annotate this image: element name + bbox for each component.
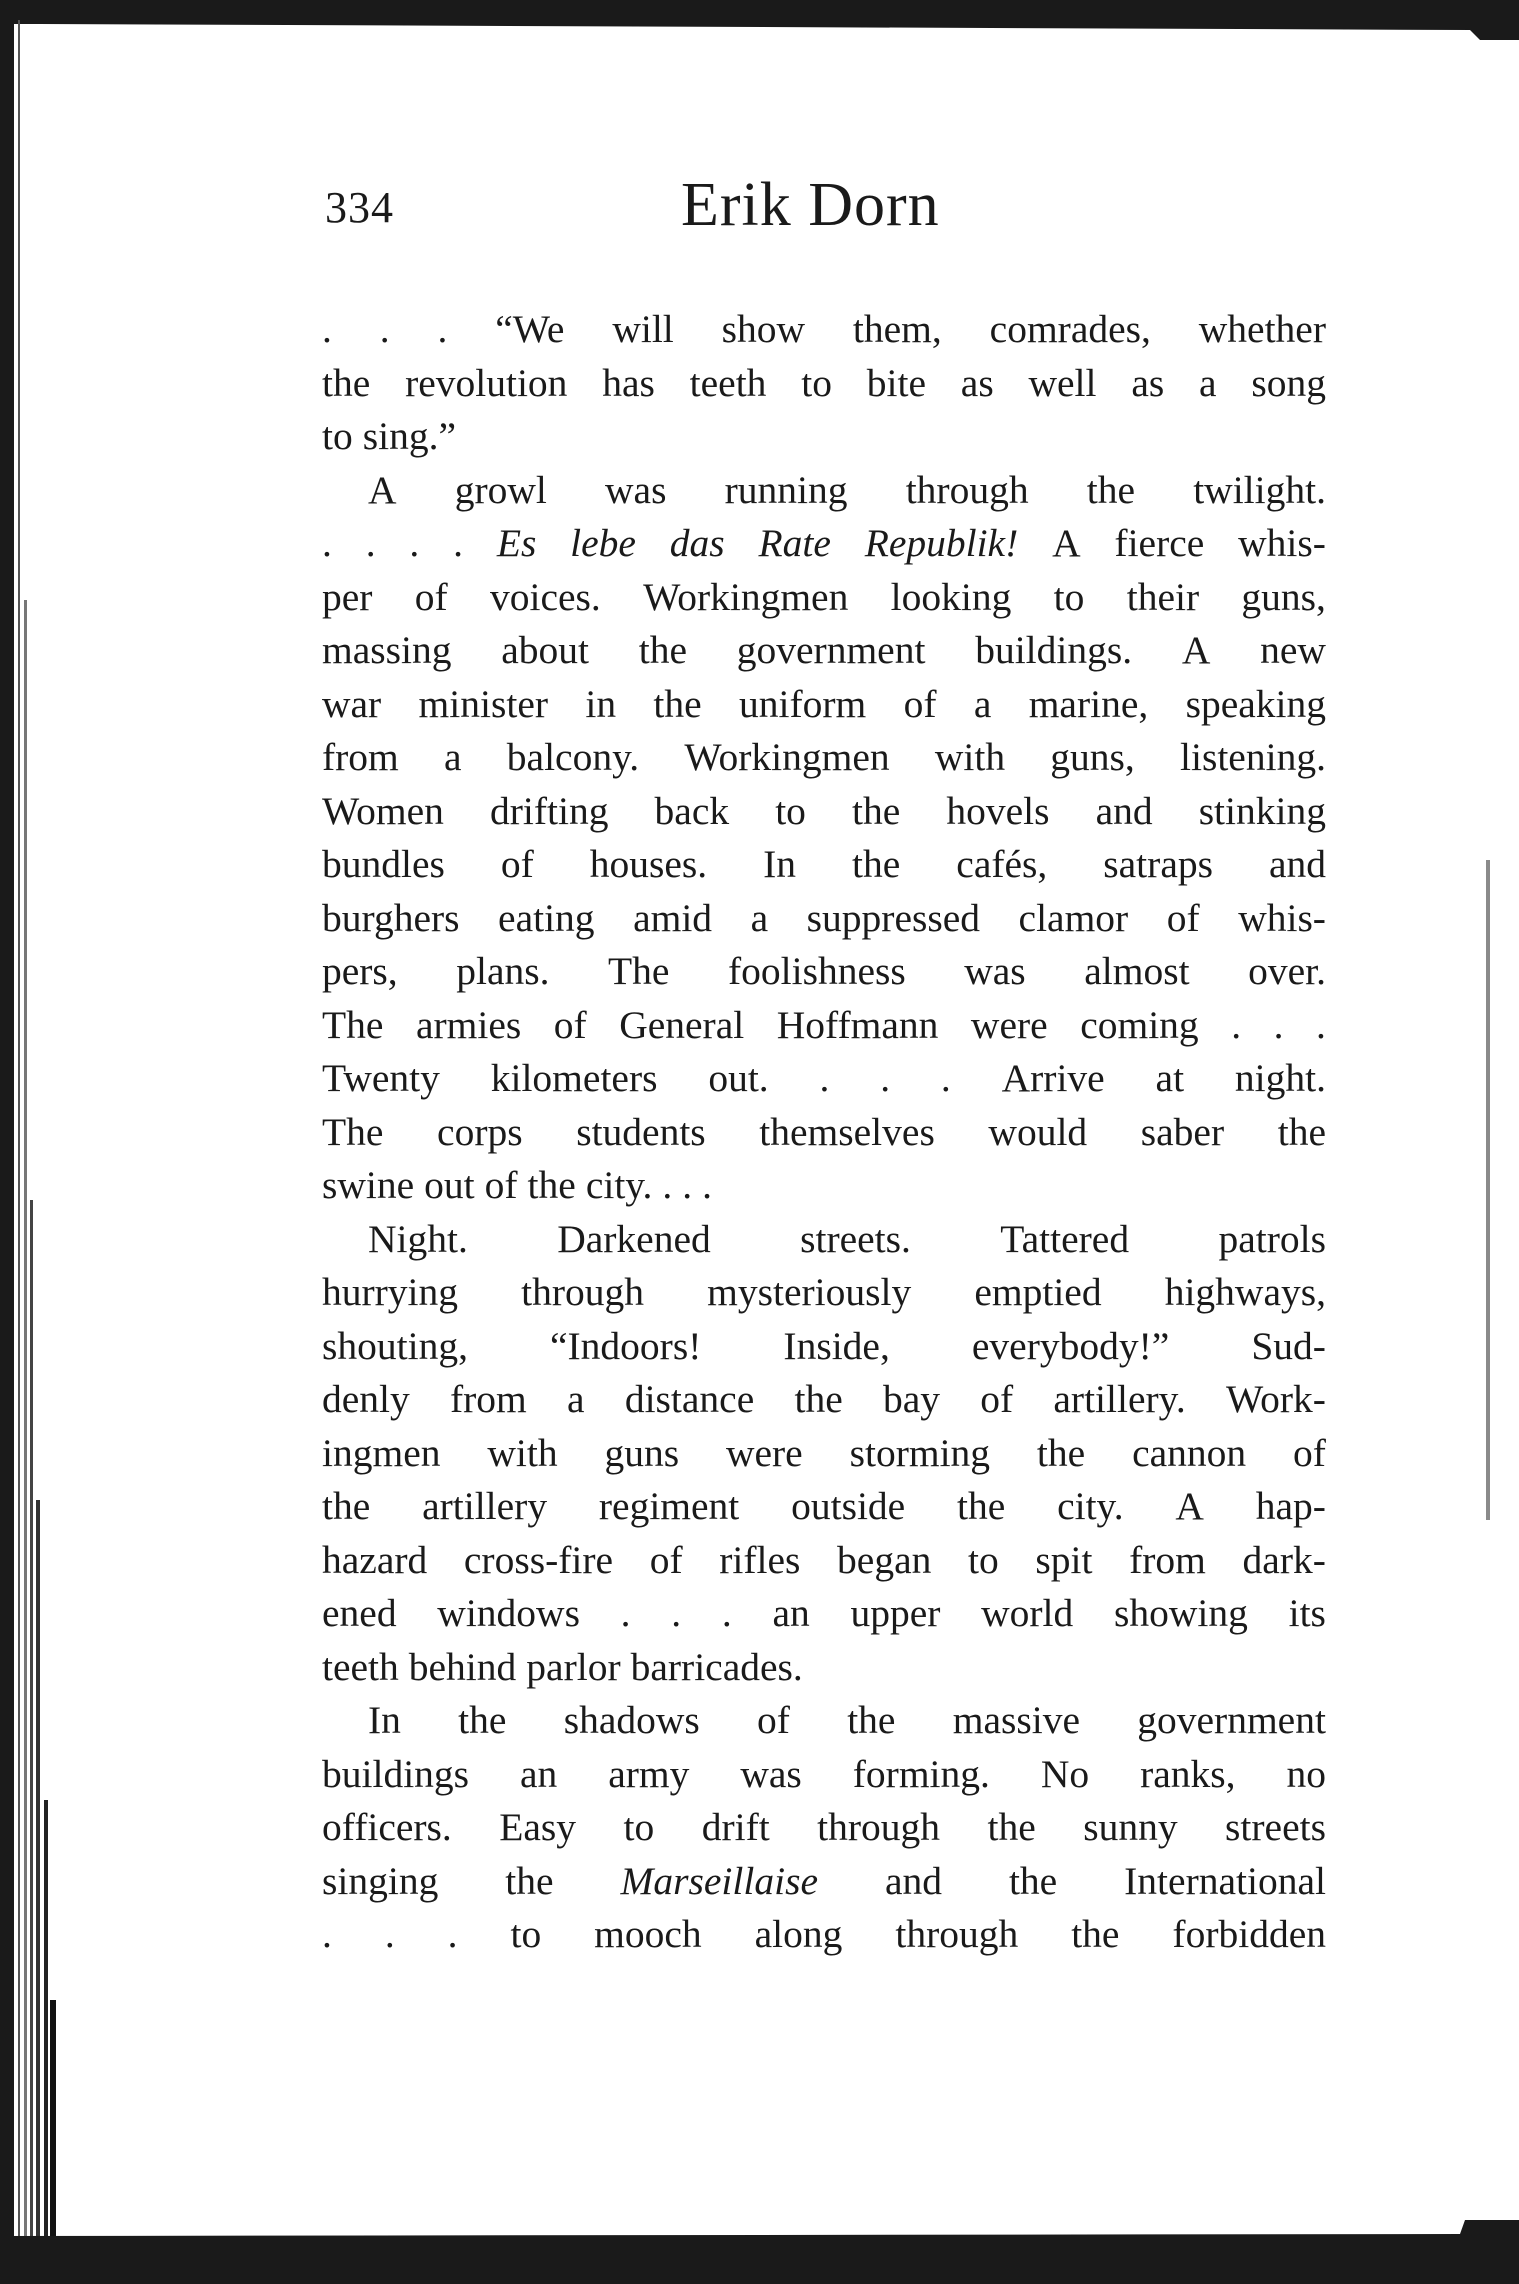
word: whis- [1238, 895, 1326, 940]
word: city. [585, 1163, 653, 1207]
word: has [602, 360, 655, 405]
text-line [322, 1159, 1326, 1213]
word: a [973, 681, 992, 726]
text-line [322, 1320, 1326, 1374]
word: to [322, 414, 353, 458]
word: hazard [322, 1537, 428, 1582]
word: . [409, 521, 420, 565]
word: . [447, 1912, 458, 1956]
word: to [801, 360, 832, 405]
word: was [605, 467, 667, 512]
text-line [322, 785, 1326, 839]
word: . [620, 1591, 631, 1635]
word: the [322, 1484, 371, 1528]
word: Darkened [557, 1216, 711, 1261]
text-line [322, 838, 1326, 892]
word: . [1316, 1002, 1326, 1047]
text-line [322, 1373, 1326, 1427]
word: teeth [689, 360, 767, 405]
word: foolishness [727, 949, 906, 993]
text-line [322, 1855, 1326, 1909]
word: the [1036, 1430, 1086, 1475]
word: barricades. [630, 1644, 803, 1689]
word: their [1126, 574, 1200, 619]
word: of [757, 1698, 790, 1742]
word: denly [322, 1377, 410, 1421]
word: massive [952, 1698, 1080, 1742]
text-line [322, 1641, 1326, 1695]
word: . [819, 1056, 830, 1100]
text-line [322, 999, 1326, 1053]
word: the [957, 1484, 1006, 1528]
word: Easy [499, 1805, 577, 1849]
word: . [384, 1912, 395, 1956]
word: and [1268, 842, 1326, 886]
word: . [453, 521, 463, 565]
word: from [322, 735, 399, 779]
word: to [510, 1912, 542, 1956]
text-line [322, 357, 1326, 411]
word: fierce [1114, 521, 1205, 565]
text-line [322, 1480, 1326, 1534]
word: suppressed [806, 895, 981, 940]
word: of [1166, 895, 1200, 940]
word: shouting, [322, 1323, 468, 1368]
word: out [424, 1163, 475, 1207]
word: mysteriously [707, 1270, 912, 1314]
word: Hoffmann [776, 1002, 939, 1047]
word: “Indoors! [550, 1323, 702, 1368]
page-number: 334 [325, 183, 394, 232]
word: the [847, 1698, 896, 1742]
word: A [1181, 628, 1211, 672]
word: show [721, 307, 806, 351]
word: listening. [1180, 735, 1326, 779]
word: over. [1248, 949, 1326, 993]
italic-word: Republik! [864, 521, 1019, 565]
word: to [775, 788, 806, 833]
text-line [322, 1106, 1326, 1160]
word: a [567, 1377, 585, 1421]
word: guns [604, 1430, 680, 1475]
word: as [1131, 360, 1165, 405]
word: parlor [526, 1644, 621, 1689]
text-line [322, 624, 1326, 678]
word: A [1052, 521, 1081, 565]
word: balcony. [506, 735, 640, 779]
word: running [724, 467, 848, 512]
word: revolution [405, 360, 568, 405]
word: through [895, 1912, 1019, 1956]
word: emptied [974, 1270, 1102, 1314]
word: plans. [456, 949, 550, 993]
word: the [1086, 467, 1136, 512]
word: per [322, 574, 373, 619]
word: were [725, 1430, 803, 1475]
word: buildings [322, 1751, 470, 1796]
word: burghers [322, 895, 460, 940]
text-line [322, 892, 1326, 946]
word: the [638, 628, 688, 672]
word: the [987, 1805, 1036, 1849]
word: swine [322, 1163, 415, 1207]
word: almost [1084, 949, 1190, 993]
text-line [322, 1908, 1326, 1962]
word: bite [866, 360, 926, 405]
word: sunny [1083, 1805, 1178, 1849]
word: of [414, 574, 448, 619]
word: . [880, 1056, 891, 1100]
word: . [662, 1163, 673, 1207]
word: speaking [1185, 681, 1326, 726]
text-line [322, 571, 1326, 625]
word: a [444, 735, 462, 779]
word: through [905, 467, 1029, 512]
word: no [1286, 1751, 1326, 1796]
italic-word: das [669, 521, 725, 565]
word: and [884, 1858, 942, 1903]
word: to [623, 1805, 655, 1849]
word: cross-fire [463, 1537, 614, 1582]
word: Workingmen [684, 735, 890, 779]
word: houses. [589, 842, 708, 886]
word: Workingmen [643, 574, 849, 619]
text-line [322, 1266, 1326, 1320]
word: corps [437, 1109, 523, 1154]
word: . [940, 1056, 951, 1100]
word: clamor [1018, 895, 1129, 940]
word: Work- [1225, 1377, 1326, 1421]
word: “We [495, 307, 565, 351]
text-line [322, 945, 1326, 999]
word: city. [1057, 1484, 1124, 1528]
word: was [740, 1751, 802, 1796]
word: would [988, 1109, 1088, 1154]
word: war [322, 681, 382, 726]
word: stinking [1198, 788, 1326, 833]
word: A [1175, 1484, 1204, 1528]
word: the [1277, 1109, 1326, 1154]
word: to [1053, 574, 1085, 619]
text-line [322, 731, 1326, 785]
text-line [322, 464, 1326, 518]
word: General [619, 1002, 745, 1047]
word: of [903, 681, 937, 726]
word: saber [1140, 1109, 1225, 1154]
word: from [1129, 1537, 1206, 1582]
word: the [458, 1698, 507, 1742]
word: the [1008, 1858, 1058, 1903]
word: . [671, 1591, 682, 1635]
word: . [322, 521, 332, 565]
word: streets. [800, 1216, 911, 1261]
word: the [653, 681, 702, 726]
word: looking [890, 574, 1012, 619]
word: of [980, 1377, 1014, 1421]
word: hap- [1255, 1484, 1326, 1528]
word: in [585, 681, 617, 726]
text-line [322, 1801, 1326, 1855]
word: comrades, [989, 307, 1151, 351]
word: outside [791, 1484, 906, 1528]
word: coming [1080, 1002, 1199, 1047]
word: were [970, 1002, 1048, 1047]
word: International [1124, 1858, 1326, 1903]
text-line [322, 1052, 1326, 1106]
word: teeth [322, 1644, 399, 1689]
word: voices. [489, 574, 601, 619]
word: . [1273, 1002, 1284, 1047]
text-line [322, 1587, 1326, 1641]
word: began [837, 1537, 932, 1582]
word: the [794, 1377, 843, 1421]
word: . [682, 1163, 693, 1207]
text-line [322, 1694, 1326, 1748]
word: storming [849, 1430, 991, 1475]
scan-edge-bottom [0, 2220, 1519, 2284]
word: government [1137, 1698, 1326, 1742]
word: ened [322, 1591, 397, 1635]
word: cannon [1132, 1430, 1247, 1475]
word: an [520, 1751, 558, 1796]
text-line [322, 1534, 1326, 1588]
word: the [852, 842, 901, 886]
word: from [450, 1377, 527, 1421]
word: ranks, [1140, 1751, 1236, 1796]
word: highways, [1164, 1270, 1326, 1314]
text-line [322, 1748, 1326, 1802]
word: regiment [598, 1484, 740, 1528]
word: through [817, 1805, 941, 1849]
scan-edge-right-mark [1486, 860, 1490, 1520]
word: the [505, 1858, 554, 1903]
word: . [437, 307, 448, 351]
running-title: Erik Dorn [681, 171, 940, 239]
word: through [521, 1270, 645, 1314]
word: whether [1198, 307, 1326, 351]
word: dark- [1242, 1537, 1326, 1582]
word: . [365, 521, 376, 565]
word: shadows [563, 1698, 700, 1742]
text-line [322, 1427, 1326, 1481]
word: bay [882, 1377, 941, 1421]
word: ingmen [322, 1430, 441, 1475]
word: distance [624, 1377, 755, 1421]
word: armies [415, 1002, 522, 1047]
word: and [1095, 788, 1153, 833]
scan-edge-left [0, 0, 60, 2284]
word: Arrive [1001, 1056, 1105, 1100]
word: patrols [1218, 1216, 1326, 1261]
word: the [527, 1163, 576, 1207]
word: massing [322, 628, 452, 672]
word: back [654, 788, 730, 833]
word: . [322, 307, 332, 351]
word: themselves [759, 1109, 935, 1154]
italic-word: Marseillaise [620, 1858, 818, 1903]
word: everybody!” [971, 1323, 1170, 1368]
word: streets [1225, 1805, 1326, 1849]
word: Night. [368, 1216, 468, 1261]
word: will [612, 307, 674, 351]
word: mooch [594, 1912, 702, 1956]
word: night. [1234, 1056, 1326, 1100]
word: the [1071, 1912, 1120, 1956]
word: song [1251, 360, 1326, 405]
word: guns, [1241, 574, 1326, 619]
word: pers, [322, 949, 398, 993]
word: well [1028, 360, 1097, 405]
word: Tattered [1000, 1216, 1130, 1261]
word: to [968, 1537, 999, 1582]
word: Sud- [1251, 1323, 1326, 1368]
word: amid [633, 895, 713, 940]
word: drift [701, 1805, 770, 1849]
word: with [487, 1430, 558, 1475]
page-header [325, 170, 1325, 250]
word: officers. [322, 1805, 452, 1849]
word: a [750, 895, 769, 940]
word: with [934, 735, 1006, 779]
word: growl [454, 467, 547, 512]
word: guns, [1050, 735, 1135, 779]
word: The [322, 1109, 384, 1154]
word: was [964, 949, 1026, 993]
word: government [736, 628, 926, 672]
text-line [322, 303, 1326, 357]
word: . [721, 1591, 732, 1635]
word: an [772, 1591, 810, 1635]
word: hovels [946, 788, 1050, 833]
word: as [960, 360, 994, 405]
word: artillery [422, 1484, 548, 1528]
word: . [702, 1163, 712, 1207]
word: The [322, 1002, 384, 1047]
word: The [608, 949, 670, 993]
word: of [500, 842, 534, 886]
word: a [1199, 360, 1217, 405]
word: rifles [719, 1537, 801, 1582]
text-line [322, 678, 1326, 732]
word: hurrying [322, 1270, 459, 1314]
word: of [649, 1537, 683, 1582]
word: eating [498, 895, 595, 940]
word: . [379, 307, 390, 351]
word: of [484, 1163, 518, 1207]
italic-word: lebe [570, 521, 636, 565]
word: sing.” [362, 414, 456, 458]
word: Women [322, 788, 444, 833]
word: army [608, 1751, 690, 1796]
text-line [322, 517, 1326, 571]
word: cafés, [956, 842, 1048, 886]
word: spit [1035, 1537, 1093, 1582]
word: artillery. [1053, 1377, 1186, 1421]
text-line [322, 1213, 1326, 1267]
word: bundles [322, 842, 445, 886]
word: whis- [1238, 521, 1326, 565]
word: new [1260, 628, 1326, 672]
word: its [1288, 1591, 1326, 1635]
word: Twenty [322, 1056, 440, 1100]
word: twilight. [1193, 467, 1326, 512]
word: behind [408, 1644, 517, 1689]
italic-word: Es [496, 521, 537, 565]
body-text [322, 303, 1326, 1962]
word: upper [850, 1591, 941, 1635]
word: windows [437, 1591, 580, 1635]
word: forbidden [1172, 1912, 1326, 1956]
word: about [501, 628, 589, 672]
word: In [763, 842, 797, 886]
word: the [852, 788, 901, 833]
word: drifting [489, 788, 609, 833]
word: students [576, 1109, 706, 1154]
word: In [368, 1698, 401, 1742]
word: minister [418, 681, 549, 726]
word: No [1040, 1751, 1090, 1796]
word: . [1231, 1002, 1242, 1047]
word: Inside, [783, 1323, 890, 1368]
word: along [754, 1912, 843, 1956]
word: them, [852, 307, 942, 351]
word: kilometers [490, 1056, 658, 1100]
word: uniform [739, 681, 867, 726]
word: the [322, 360, 371, 405]
word: buildings. [975, 628, 1133, 672]
word: A [368, 467, 397, 512]
word: . [322, 1912, 332, 1956]
word: out. [708, 1056, 769, 1100]
word: of [553, 1002, 587, 1047]
word: satraps [1103, 842, 1213, 886]
text-line [322, 410, 1326, 464]
word: singing [322, 1858, 439, 1903]
word: forming. [852, 1751, 990, 1796]
word: of [1293, 1430, 1326, 1475]
word: marine, [1028, 681, 1149, 726]
word: world [981, 1591, 1074, 1635]
italic-word: Rate [758, 521, 831, 565]
scan-edge-top [0, 0, 1519, 40]
word: at [1155, 1056, 1185, 1100]
word: showing [1114, 1591, 1248, 1635]
